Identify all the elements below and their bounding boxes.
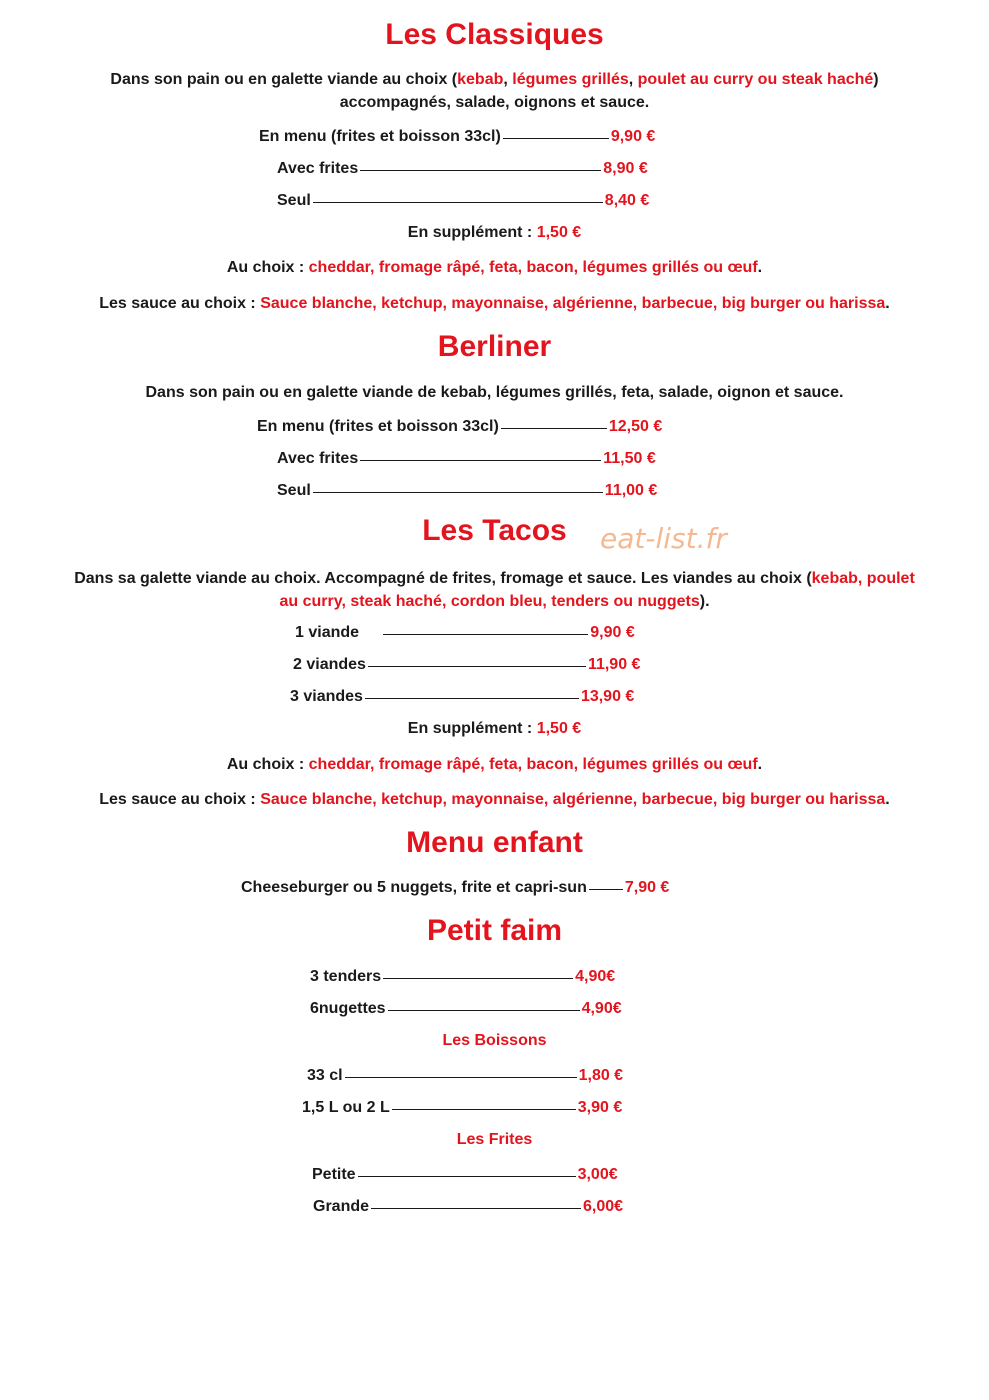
leader-line (501, 427, 607, 429)
classiques-description-line2: accompagnés, salade, oignons et sauce. (339, 94, 650, 111)
desc-text: ). (699, 593, 710, 610)
supplement-label: En supplément : (407, 224, 537, 241)
item-label: 3 tenders (310, 968, 382, 985)
leader-line (383, 633, 588, 635)
leader-line (383, 977, 573, 979)
item-label: 1,5 L ou 2 L (302, 1099, 390, 1116)
price-row (257, 418, 662, 436)
item-label: Petite (312, 1166, 356, 1183)
choix-value: cheddar, fromage râpé, feta, bacon, légumes grillés ou œuf (308, 259, 758, 276)
item-price: 9,90 € (590, 624, 635, 641)
leader-line (365, 697, 579, 699)
price-row (302, 1099, 622, 1117)
section-title-enfant: Menu enfant (406, 826, 583, 859)
desc-highlight: kebab, poulet (811, 570, 915, 587)
section-title-berliner: Berliner (437, 330, 552, 363)
sauce-label: Les sauce au choix : (99, 295, 261, 312)
desc-highlight: au curry, steak haché, cordon bleu, tenders ou nuggets (279, 593, 700, 610)
section-title-tacos: Les Tacos (422, 514, 567, 547)
item-price: 4,90€ (581, 1000, 622, 1017)
item-label: Grande (313, 1198, 370, 1215)
choix-label: Au choix : (226, 259, 309, 276)
price-row (313, 1198, 623, 1216)
section-title-classiques: Les Classiques (385, 18, 604, 51)
price-row (277, 160, 648, 178)
classiques-choix (0, 259, 989, 277)
desc-text: Dans son pain ou en galette viande au choix ( (110, 71, 458, 88)
price-row (277, 482, 657, 500)
classiques-supplement (0, 224, 989, 242)
sauce-end: . (885, 295, 890, 312)
leader-line (589, 888, 623, 890)
desc-text: Dans sa galette viande au choix. Accompagné de frites, fromage et sauce. Les viandes au choix ( (74, 570, 812, 587)
item-label: Avec frites (277, 450, 359, 467)
desc-text: , (503, 71, 513, 88)
classiques-sauces (0, 295, 989, 313)
leader-line (313, 491, 603, 493)
classiques-description-line1 (0, 71, 989, 89)
item-price: 9,90 € (610, 128, 656, 145)
desc-highlight: légumes grillés (512, 71, 629, 88)
supplement-price: 1,50 € (536, 224, 582, 241)
price-row (312, 1166, 618, 1184)
sauce-label: Les sauce au choix : (99, 791, 261, 808)
item-label: 6nugettes (310, 1000, 386, 1017)
leader-line (358, 1175, 576, 1177)
price-row (293, 656, 640, 674)
item-price: 11,90 € (587, 656, 641, 673)
price-row (259, 128, 655, 146)
item-label: En menu (frites et boisson 33cl) (259, 128, 501, 145)
leader-line (368, 665, 586, 667)
item-price: 3,00€ (577, 1166, 618, 1183)
item-label: 2 viandes (293, 656, 366, 673)
tacos-sauces (0, 791, 989, 809)
tacos-description (20, 567, 969, 613)
section-title-petit-faim: Petit faim (426, 914, 563, 947)
item-price: 12,50 € (608, 418, 663, 435)
price-row (295, 624, 635, 642)
item-price: 11,50 € (603, 450, 656, 467)
sauce-end: . (885, 791, 890, 808)
choix-end: . (757, 259, 763, 276)
price-row (307, 1067, 623, 1085)
leader-line (345, 1076, 577, 1078)
item-price: 4,90€ (575, 968, 616, 985)
price-row (310, 1000, 622, 1018)
item-label: Cheeseburger ou 5 nuggets, frite et capri-sun (241, 879, 587, 896)
leader-line (503, 137, 609, 139)
supplement-price: 1,50 € (536, 720, 582, 737)
supplement-label: En supplément : (407, 720, 537, 737)
desc-text: ) (873, 71, 879, 88)
item-label: En menu (frites et boisson 33cl) (257, 418, 499, 435)
desc-text: , (628, 71, 638, 88)
item-price: 6,00€ (583, 1198, 624, 1215)
item-price: 13,90 € (580, 688, 635, 705)
item-price: 3,90 € (577, 1099, 623, 1116)
item-price: 7,90 € (624, 879, 670, 896)
item-price: 8,90 € (603, 160, 648, 177)
choix-end: . (757, 756, 763, 773)
berliner-description: Dans son pain ou en galette viande de kebab, légumes grillés, feta, salade, oignon et sauce. (145, 384, 844, 401)
leader-line (360, 459, 601, 461)
tacos-choix (0, 756, 989, 774)
sauce-value: Sauce blanche, ketchup, mayonnaise, algérienne, barbecue, big burger ou harissa (260, 295, 886, 312)
item-label: Avec frites (277, 160, 359, 177)
leader-line (371, 1207, 581, 1209)
sauce-value: Sauce blanche, ketchup, mayonnaise, algérienne, barbecue, big burger ou harissa (260, 791, 886, 808)
item-label: Seul (277, 482, 311, 499)
price-row (241, 879, 669, 897)
leader-line (388, 1009, 580, 1011)
section-title-boissons: Les Boissons (442, 1032, 547, 1049)
section-title-frites: Les Frites (456, 1131, 533, 1148)
desc-highlight: kebab (457, 71, 504, 88)
item-label: 3 viandes (290, 688, 363, 705)
leader-line (313, 201, 603, 203)
leader-line (392, 1108, 576, 1110)
watermark: eat-list.fr (600, 522, 727, 555)
item-price: 8,40 € (604, 192, 650, 209)
price-row (290, 688, 634, 706)
desc-highlight: poulet au curry ou steak haché (637, 71, 874, 88)
item-price: 1,80 € (578, 1067, 624, 1084)
price-row (277, 192, 649, 210)
choix-label: Au choix : (226, 756, 309, 773)
item-price: 11,00 € (604, 482, 658, 499)
item-label: 1 viande (295, 624, 382, 641)
item-label: Seul (277, 192, 311, 209)
price-row (277, 450, 656, 468)
tacos-supplement (0, 720, 989, 738)
item-label: 33 cl (307, 1067, 343, 1084)
choix-value: cheddar, fromage râpé, feta, bacon, légumes grillés ou œuf (308, 756, 758, 773)
leader-line (360, 169, 601, 171)
price-row (310, 968, 615, 986)
